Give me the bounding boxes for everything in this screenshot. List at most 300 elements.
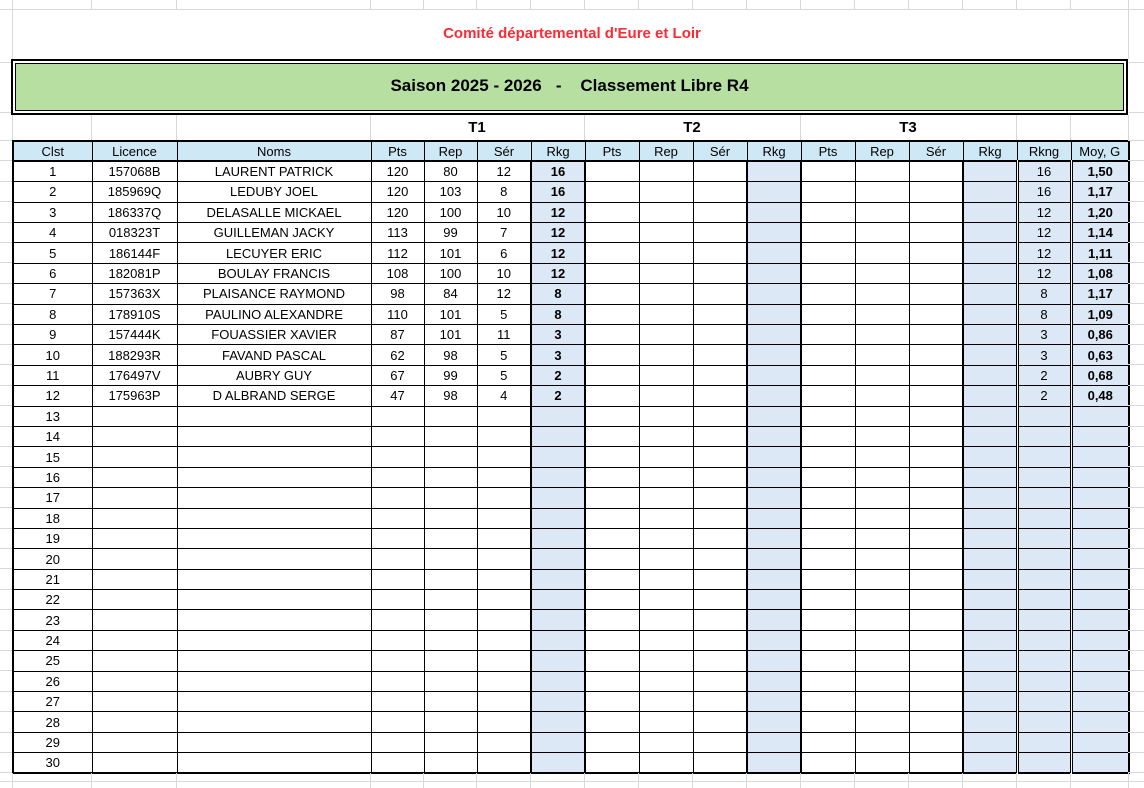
cell-licence[interactable]: 186144F [92,243,177,263]
cell-t2-pts[interactable] [585,651,639,671]
cell-t3-rkg[interactable] [963,671,1017,691]
cell-licence[interactable]: 157068B [92,161,177,181]
cell-t1-ser[interactable] [477,610,531,630]
cell-t2-pts[interactable] [585,549,639,569]
cell-clst[interactable]: 11 [13,365,92,385]
cell-t3-rep[interactable] [855,345,909,365]
cell-licence[interactable]: 176497V [92,365,177,385]
cell-noms[interactable]: GUILLEMAN JACKY [177,223,371,243]
cell-t3-rkg[interactable] [963,263,1017,283]
cell-noms[interactable]: D ALBRAND SERGE [177,386,371,406]
cell-moy-g[interactable]: 0,86 [1071,325,1129,345]
cell-t3-rkg[interactable] [963,304,1017,324]
cell-t2-pts[interactable] [585,590,639,610]
cell-t2-pts[interactable] [585,182,639,202]
cell-t3-ser[interactable] [909,406,963,426]
col-header-t3-rep[interactable]: Rep [855,141,909,161]
cell-t1-rkg[interactable]: 3 [531,345,585,365]
cell-t3-pts[interactable] [801,365,855,385]
cell-t1-pts[interactable]: 110 [371,304,424,324]
cell-t2-rep[interactable] [639,284,693,304]
cell-t3-rep[interactable] [855,365,909,385]
cell-t3-rep[interactable] [855,610,909,630]
cell-clst[interactable]: 13 [13,406,92,426]
cell-t3-rep[interactable] [855,284,909,304]
cell-licence[interactable] [92,447,177,467]
group-header-t3[interactable]: T3 [899,119,917,136]
cell-clst[interactable]: 5 [13,243,92,263]
cell-licence[interactable] [92,508,177,528]
cell-t1-pts[interactable]: 67 [371,365,424,385]
cell-t3-rkg[interactable] [963,753,1017,773]
cell-t2-rkg[interactable] [747,651,801,671]
group-header-t2[interactable]: T2 [683,119,701,136]
cell-t2-ser[interactable] [693,161,747,181]
cell-t3-pts[interactable] [801,712,855,732]
cell-t3-rep[interactable] [855,630,909,650]
cell-t3-ser[interactable] [909,304,963,324]
cell-t3-rkg[interactable] [963,345,1017,365]
cell-t3-ser[interactable] [909,692,963,712]
cell-t3-ser[interactable] [909,651,963,671]
cell-t1-ser[interactable] [477,590,531,610]
cell-t3-ser[interactable] [909,528,963,548]
cell-t1-ser[interactable] [477,488,531,508]
cell-t1-rkg[interactable] [531,569,585,589]
cell-t3-rep[interactable] [855,447,909,467]
cell-t2-rkg[interactable] [747,488,801,508]
cell-t1-rkg[interactable] [531,467,585,487]
cell-t1-rkg[interactable] [531,610,585,630]
cell-t1-pts[interactable] [371,488,424,508]
cell-t2-pts[interactable] [585,671,639,691]
cell-t2-rep[interactable] [639,386,693,406]
cell-t2-pts[interactable] [585,467,639,487]
cell-noms[interactable] [177,426,371,446]
cell-t3-pts[interactable] [801,447,855,467]
cell-t2-ser[interactable] [693,630,747,650]
cell-t2-ser[interactable] [693,182,747,202]
cell-t3-rkg[interactable] [963,712,1017,732]
cell-t1-pts[interactable] [371,753,424,773]
cell-t2-rkg[interactable] [747,590,801,610]
cell-rkng[interactable]: 8 [1017,284,1071,304]
cell-t2-ser[interactable] [693,651,747,671]
cell-t2-rkg[interactable] [747,569,801,589]
cell-t1-pts[interactable]: 62 [371,345,424,365]
cell-clst[interactable]: 3 [13,202,92,222]
cell-t1-ser[interactable] [477,549,531,569]
cell-t2-ser[interactable] [693,671,747,691]
cell-licence[interactable] [92,732,177,752]
cell-t2-pts[interactable] [585,488,639,508]
cell-t1-rep[interactable] [424,753,477,773]
cell-rkng[interactable] [1017,590,1071,610]
cell-moy-g[interactable] [1071,569,1129,589]
cell-t1-ser[interactable] [477,569,531,589]
cell-rkng[interactable]: 3 [1017,325,1071,345]
cell-licence[interactable] [92,651,177,671]
cell-t3-rep[interactable] [855,671,909,691]
cell-moy-g[interactable]: 1,17 [1071,284,1129,304]
col-header-t3-ser[interactable]: Sér [909,141,963,161]
cell-t1-ser[interactable] [477,467,531,487]
cell-moy-g[interactable] [1071,651,1129,671]
cell-t1-pts[interactable]: 47 [371,386,424,406]
cell-t3-rep[interactable] [855,569,909,589]
cell-t2-ser[interactable] [693,488,747,508]
col-header-noms[interactable]: Noms [177,141,371,161]
cell-t2-ser[interactable] [693,365,747,385]
cell-t3-rkg[interactable] [963,365,1017,385]
cell-t2-rep[interactable] [639,549,693,569]
cell-rkng[interactable] [1017,712,1071,732]
cell-clst[interactable]: 26 [13,671,92,691]
cell-t1-rep[interactable]: 100 [424,263,477,283]
cell-t1-rkg[interactable]: 2 [531,365,585,385]
cell-rkng[interactable]: 12 [1017,263,1071,283]
cell-licence[interactable] [92,569,177,589]
cell-moy-g[interactable] [1071,406,1129,426]
cell-noms[interactable]: FAVAND PASCAL [177,345,371,365]
cell-noms[interactable] [177,467,371,487]
cell-t3-ser[interactable] [909,284,963,304]
cell-t1-rkg[interactable] [531,508,585,528]
cell-t1-ser[interactable] [477,671,531,691]
cell-t1-rkg[interactable] [531,732,585,752]
cell-t3-ser[interactable] [909,671,963,691]
cell-t2-ser[interactable] [693,202,747,222]
cell-t1-ser[interactable]: 5 [477,345,531,365]
cell-t1-rkg[interactable] [531,630,585,650]
cell-t1-pts[interactable] [371,426,424,446]
cell-t3-pts[interactable] [801,732,855,752]
cell-t2-rep[interactable] [639,243,693,263]
cell-moy-g[interactable]: 0,48 [1071,386,1129,406]
cell-rkng[interactable] [1017,753,1071,773]
cell-t3-rkg[interactable] [963,488,1017,508]
cell-t3-ser[interactable] [909,569,963,589]
cell-t1-ser[interactable]: 11 [477,325,531,345]
cell-t3-rep[interactable] [855,549,909,569]
cell-noms[interactable] [177,508,371,528]
cell-t3-pts[interactable] [801,345,855,365]
cell-t2-pts[interactable] [585,447,639,467]
cell-t1-rep[interactable] [424,651,477,671]
cell-t3-rkg[interactable] [963,325,1017,345]
cell-rkng[interactable]: 8 [1017,304,1071,324]
cell-moy-g[interactable]: 1,14 [1071,223,1129,243]
cell-t3-pts[interactable] [801,488,855,508]
cell-t1-rep[interactable] [424,630,477,650]
cell-rkng[interactable] [1017,671,1071,691]
cell-t3-ser[interactable] [909,243,963,263]
cell-licence[interactable] [92,528,177,548]
cell-t1-rep[interactable]: 98 [424,386,477,406]
cell-t1-ser[interactable] [477,528,531,548]
cell-rkng[interactable] [1017,406,1071,426]
cell-t3-pts[interactable] [801,386,855,406]
cell-t1-rkg[interactable] [531,528,585,548]
cell-t3-rep[interactable] [855,161,909,181]
cell-t3-ser[interactable] [909,488,963,508]
cell-t2-rkg[interactable] [747,325,801,345]
cell-t3-ser[interactable] [909,345,963,365]
cell-t1-rkg[interactable]: 2 [531,386,585,406]
cell-rkng[interactable] [1017,549,1071,569]
cell-t2-rkg[interactable] [747,712,801,732]
cell-t2-ser[interactable] [693,406,747,426]
cell-t3-rep[interactable] [855,386,909,406]
cell-t3-rkg[interactable] [963,223,1017,243]
cell-t3-rep[interactable] [855,528,909,548]
cell-t3-rkg[interactable] [963,406,1017,426]
cell-t1-rep[interactable] [424,712,477,732]
cell-t2-pts[interactable] [585,161,639,181]
cell-t3-rep[interactable] [855,325,909,345]
cell-licence[interactable] [92,753,177,773]
cell-t3-ser[interactable] [909,467,963,487]
cell-t2-rkg[interactable] [747,549,801,569]
cell-t3-pts[interactable] [801,284,855,304]
cell-clst[interactable]: 8 [13,304,92,324]
cell-t2-rkg[interactable] [747,263,801,283]
cell-licence[interactable]: 018323T [92,223,177,243]
cell-t3-rkg[interactable] [963,161,1017,181]
cell-t3-ser[interactable] [909,182,963,202]
cell-t2-rkg[interactable] [747,732,801,752]
cell-clst[interactable]: 2 [13,182,92,202]
cell-t1-ser[interactable]: 6 [477,243,531,263]
cell-moy-g[interactable]: 0,63 [1071,345,1129,365]
cell-moy-g[interactable] [1071,447,1129,467]
cell-t1-pts[interactable] [371,528,424,548]
cell-t2-rep[interactable] [639,610,693,630]
cell-t1-ser[interactable]: 10 [477,263,531,283]
cell-noms[interactable] [177,671,371,691]
cell-t2-ser[interactable] [693,712,747,732]
cell-licence[interactable] [92,590,177,610]
cell-t3-rep[interactable] [855,692,909,712]
cell-t3-pts[interactable] [801,610,855,630]
cell-licence[interactable]: 175963P [92,386,177,406]
cell-t3-rkg[interactable] [963,651,1017,671]
cell-t2-ser[interactable] [693,263,747,283]
cell-moy-g[interactable] [1071,590,1129,610]
cell-noms[interactable] [177,732,371,752]
cell-licence[interactable] [92,712,177,732]
cell-t2-rep[interactable] [639,590,693,610]
cell-t3-pts[interactable] [801,467,855,487]
cell-moy-g[interactable]: 1,11 [1071,243,1129,263]
cell-t2-pts[interactable] [585,406,639,426]
cell-t3-rep[interactable] [855,182,909,202]
cell-rkng[interactable]: 2 [1017,386,1071,406]
cell-t2-pts[interactable] [585,712,639,732]
cell-t3-pts[interactable] [801,590,855,610]
cell-rkng[interactable] [1017,630,1071,650]
cell-clst[interactable]: 28 [13,712,92,732]
cell-clst[interactable]: 7 [13,284,92,304]
cell-t1-rkg[interactable] [531,712,585,732]
cell-moy-g[interactable]: 1,17 [1071,182,1129,202]
cell-noms[interactable]: PLAISANCE RAYMOND [177,284,371,304]
cell-t3-rep[interactable] [855,263,909,283]
cell-t1-ser[interactable]: 4 [477,386,531,406]
cell-moy-g[interactable] [1071,712,1129,732]
cell-noms[interactable] [177,549,371,569]
cell-t1-ser[interactable] [477,508,531,528]
cell-t1-rkg[interactable]: 16 [531,161,585,181]
col-header-clst[interactable]: Clst [13,141,92,161]
cell-t2-rep[interactable] [639,161,693,181]
cell-t2-pts[interactable] [585,223,639,243]
cell-t3-ser[interactable] [909,610,963,630]
cell-t1-rep[interactable] [424,426,477,446]
cell-noms[interactable]: LECUYER ERIC [177,243,371,263]
cell-t2-rkg[interactable] [747,304,801,324]
cell-t3-pts[interactable] [801,753,855,773]
cell-t2-pts[interactable] [585,692,639,712]
cell-licence[interactable]: 157444K [92,325,177,345]
cell-t2-rkg[interactable] [747,223,801,243]
cell-t2-rkg[interactable] [747,182,801,202]
cell-clst[interactable]: 24 [13,630,92,650]
cell-t1-rep[interactable]: 99 [424,365,477,385]
cell-moy-g[interactable]: 1,09 [1071,304,1129,324]
cell-t3-pts[interactable] [801,508,855,528]
cell-t2-rep[interactable] [639,651,693,671]
cell-t1-ser[interactable] [477,406,531,426]
cell-t2-rep[interactable] [639,365,693,385]
cell-t2-rep[interactable] [639,692,693,712]
cell-t3-pts[interactable] [801,161,855,181]
cell-t1-rep[interactable]: 101 [424,243,477,263]
cell-t2-rkg[interactable] [747,243,801,263]
cell-t1-pts[interactable] [371,549,424,569]
col-header-t1-rep[interactable]: Rep [424,141,477,161]
cell-t1-ser[interactable] [477,753,531,773]
cell-t2-rkg[interactable] [747,202,801,222]
cell-moy-g[interactable]: 0,68 [1071,365,1129,385]
cell-t2-rep[interactable] [639,630,693,650]
cell-t3-pts[interactable] [801,263,855,283]
col-header-t1-pts[interactable]: Pts [371,141,424,161]
cell-rkng[interactable]: 12 [1017,223,1071,243]
cell-t1-rep[interactable]: 99 [424,223,477,243]
cell-t3-pts[interactable] [801,243,855,263]
cell-t3-rkg[interactable] [963,426,1017,446]
cell-t1-rep[interactable] [424,406,477,426]
cell-rkng[interactable] [1017,692,1071,712]
cell-t3-ser[interactable] [909,426,963,446]
cell-rkng[interactable]: 16 [1017,182,1071,202]
cell-t3-rep[interactable] [855,243,909,263]
cell-t1-rkg[interactable]: 3 [531,325,585,345]
cell-t3-pts[interactable] [801,528,855,548]
cell-noms[interactable]: AUBRY GUY [177,365,371,385]
cell-t1-rkg[interactable] [531,406,585,426]
cell-t2-rep[interactable] [639,304,693,324]
cell-clst[interactable]: 12 [13,386,92,406]
cell-t2-pts[interactable] [585,263,639,283]
cell-t2-rep[interactable] [639,569,693,589]
cell-clst[interactable]: 25 [13,651,92,671]
cell-t2-ser[interactable] [693,753,747,773]
cell-t1-ser[interactable] [477,692,531,712]
cell-t2-ser[interactable] [693,692,747,712]
cell-t2-pts[interactable] [585,284,639,304]
cell-t2-pts[interactable] [585,365,639,385]
cell-t1-pts[interactable] [371,447,424,467]
cell-t1-pts[interactable]: 98 [371,284,424,304]
cell-t1-ser[interactable]: 5 [477,365,531,385]
cell-t3-ser[interactable] [909,447,963,467]
cell-t1-rkg[interactable] [531,447,585,467]
cell-t1-pts[interactable] [371,590,424,610]
cell-moy-g[interactable]: 1,08 [1071,263,1129,283]
cell-licence[interactable]: 186337Q [92,202,177,222]
cell-noms[interactable] [177,692,371,712]
cell-t3-rkg[interactable] [963,243,1017,263]
cell-t2-rep[interactable] [639,508,693,528]
cell-noms[interactable] [177,447,371,467]
cell-t3-pts[interactable] [801,406,855,426]
cell-t3-pts[interactable] [801,671,855,691]
cell-t3-pts[interactable] [801,426,855,446]
col-header-t1-rkg[interactable]: Rkg [531,141,585,161]
cell-t2-rkg[interactable] [747,284,801,304]
cell-t3-rkg[interactable] [963,467,1017,487]
cell-noms[interactable]: DELASALLE MICKAEL [177,202,371,222]
cell-clst[interactable]: 9 [13,325,92,345]
cell-t2-pts[interactable] [585,630,639,650]
cell-t1-pts[interactable] [371,651,424,671]
col-header-t3-rkg[interactable]: Rkg [963,141,1017,161]
cell-t1-rkg[interactable] [531,671,585,691]
cell-t2-rkg[interactable] [747,610,801,630]
cell-t1-rep[interactable] [424,671,477,691]
cell-t2-rkg[interactable] [747,508,801,528]
cell-t3-pts[interactable] [801,630,855,650]
cell-t1-rep[interactable] [424,549,477,569]
cell-moy-g[interactable] [1071,528,1129,548]
cell-t2-ser[interactable] [693,732,747,752]
cell-t3-rep[interactable] [855,467,909,487]
cell-t2-ser[interactable] [693,447,747,467]
cell-t3-pts[interactable] [801,304,855,324]
cell-t2-ser[interactable] [693,386,747,406]
cell-clst[interactable]: 4 [13,223,92,243]
cell-t1-rep[interactable] [424,590,477,610]
cell-t1-pts[interactable]: 113 [371,223,424,243]
cell-t1-rkg[interactable] [531,651,585,671]
cell-t3-pts[interactable] [801,692,855,712]
cell-noms[interactable] [177,406,371,426]
cell-t1-pts[interactable] [371,610,424,630]
cell-t3-pts[interactable] [801,223,855,243]
cell-rkng[interactable] [1017,447,1071,467]
cell-t2-pts[interactable] [585,426,639,446]
cell-noms[interactable] [177,610,371,630]
cell-t2-rkg[interactable] [747,528,801,548]
cell-licence[interactable]: 178910S [92,304,177,324]
cell-t3-pts[interactable] [801,325,855,345]
cell-t2-rep[interactable] [639,712,693,732]
cell-clst[interactable]: 15 [13,447,92,467]
cell-t3-ser[interactable] [909,161,963,181]
cell-clst[interactable]: 14 [13,426,92,446]
